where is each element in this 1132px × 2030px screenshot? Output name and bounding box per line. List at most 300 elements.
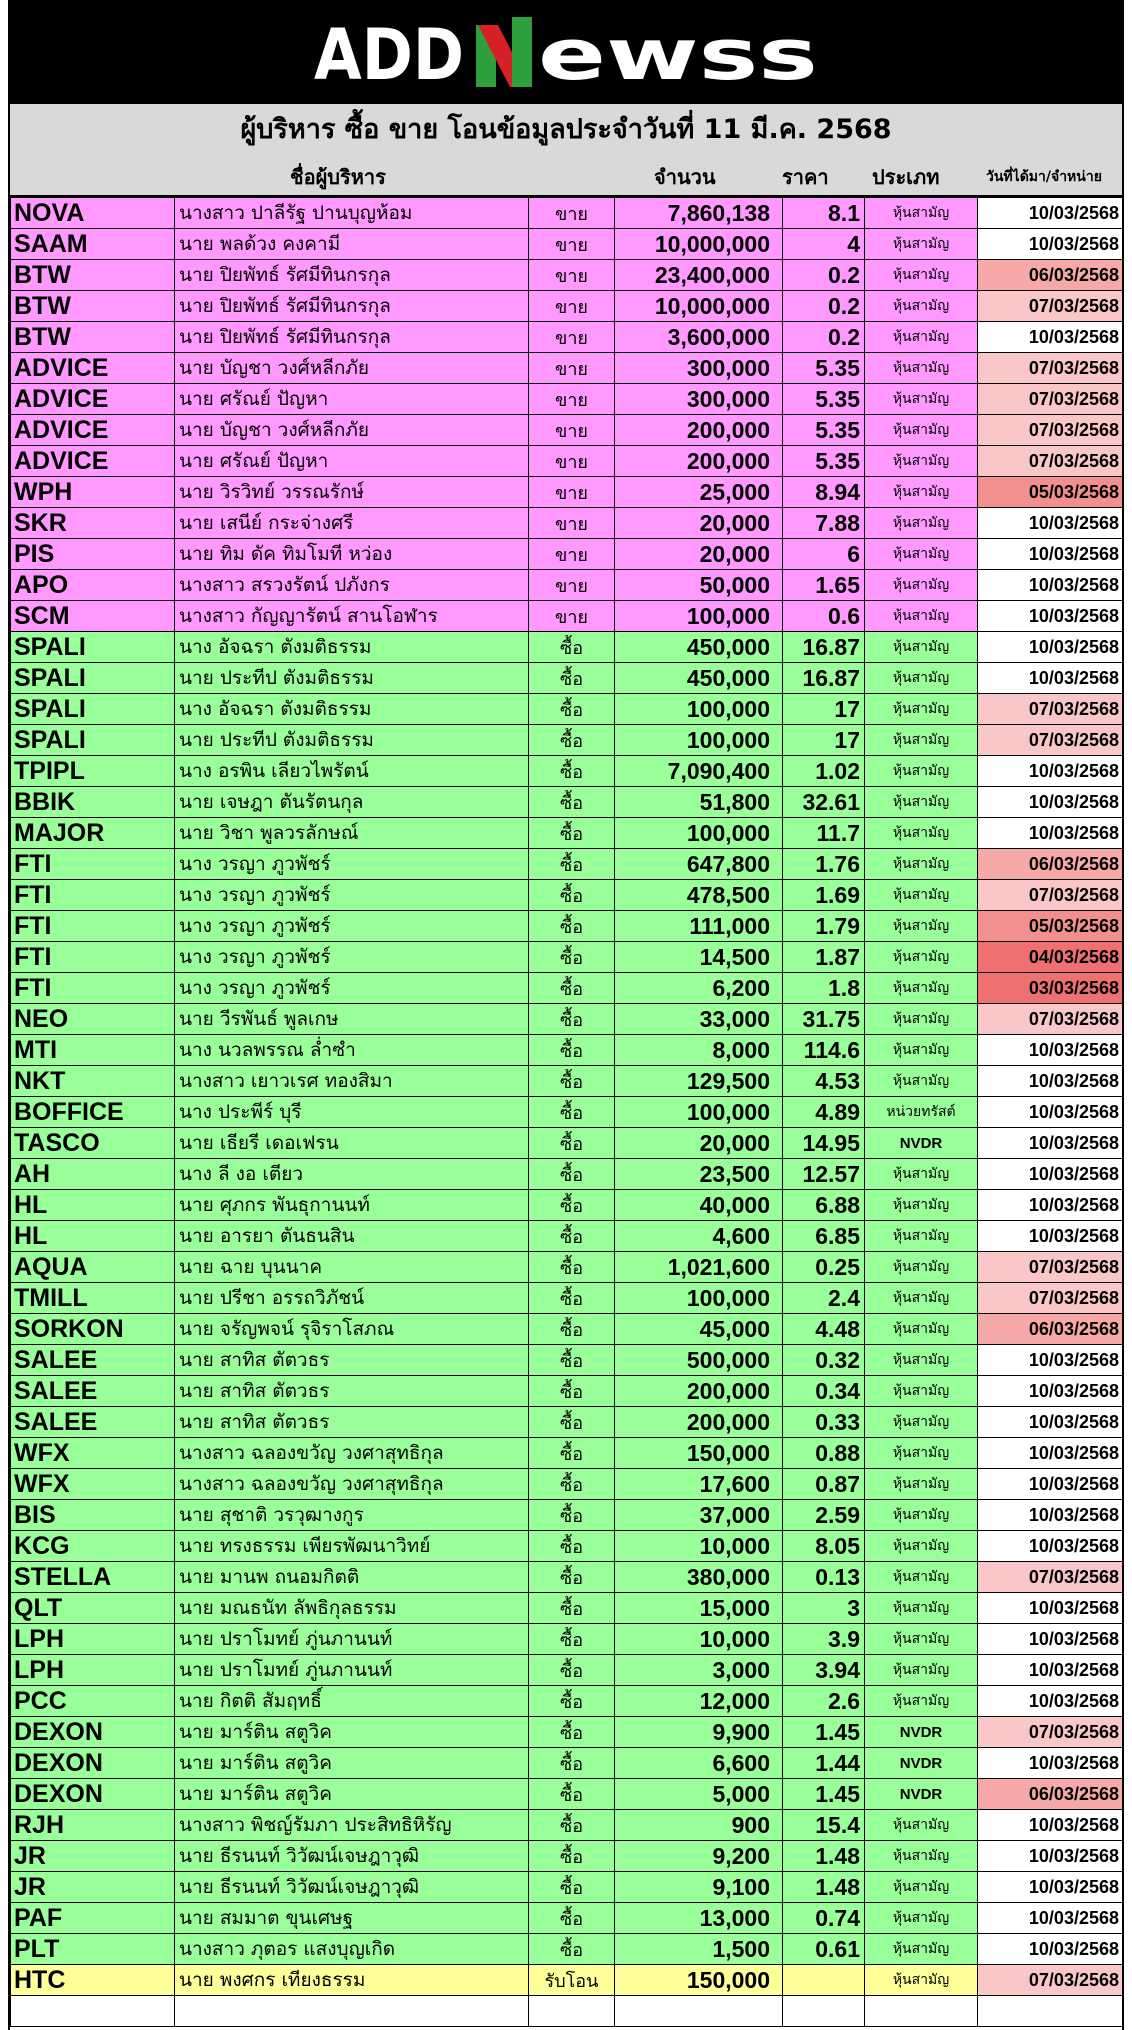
transaction-action: ซื้อ xyxy=(529,756,615,787)
executive-name: นางสาว สรวงรัตน์ ปภังกร xyxy=(175,570,529,601)
transaction-date: 10/03/2568 xyxy=(978,1407,1123,1438)
table-row xyxy=(11,1500,1123,1531)
transaction-date: 10/03/2568 xyxy=(978,570,1123,601)
security-type: หุ้นสามัญ xyxy=(865,973,978,1004)
executive-name: นางสาว ฉลองขวัญ วงศาสุทธิกุล xyxy=(175,1438,529,1469)
executive-name: นาย อารยา ตันธนสิน xyxy=(175,1221,529,1252)
table-row xyxy=(11,1190,1123,1221)
executive-name: นาย ฉาย บุนนาค xyxy=(175,1252,529,1283)
table-row xyxy=(11,384,1123,415)
transaction-action: ซื้อ xyxy=(529,1872,615,1903)
quantity-value: 100,000 xyxy=(615,1097,783,1128)
quantity-value: 100,000 xyxy=(615,1283,783,1314)
stock-symbol: PLT xyxy=(11,1934,175,1965)
transaction-date: 10/03/2568 xyxy=(978,1190,1123,1221)
stock-symbol: SORKON xyxy=(11,1314,175,1345)
table-row xyxy=(11,1438,1123,1469)
table-row xyxy=(11,1593,1123,1624)
logo-text-add: ADD xyxy=(314,13,464,96)
security-type: หุ้นสามัญ xyxy=(865,1438,978,1469)
price-value: 1.48 xyxy=(783,1872,865,1903)
stock-symbol: FTI xyxy=(11,849,175,880)
transaction-action: ซื้อ xyxy=(529,1376,615,1407)
quantity-value: 8,000 xyxy=(615,1035,783,1066)
transaction-action: ซื้อ xyxy=(529,725,615,756)
stock-symbol: TASCO xyxy=(11,1128,175,1159)
transaction-date: 10/03/2568 xyxy=(978,1128,1123,1159)
price-value: 1.87 xyxy=(783,942,865,973)
security-type: หุ้นสามัญ xyxy=(865,1221,978,1252)
table-row xyxy=(11,446,1123,477)
transaction-date: 06/03/2568 xyxy=(978,1779,1123,1810)
executive-name: นาย สมมาต ขุนเศษฐ xyxy=(175,1903,529,1934)
price-value: 12.57 xyxy=(783,1159,865,1190)
stock-symbol: NEO xyxy=(11,1004,175,1035)
stock-symbol: SALEE xyxy=(11,1345,175,1376)
security-type: หุ้นสามัญ xyxy=(865,1624,978,1655)
price-value: 0.87 xyxy=(783,1469,865,1500)
table-row xyxy=(11,1066,1123,1097)
stock-symbol: DEXON xyxy=(11,1779,175,1810)
price-value: 5.35 xyxy=(783,353,865,384)
table-row xyxy=(11,1376,1123,1407)
stock-symbol: BBIK xyxy=(11,787,175,818)
table-row xyxy=(11,1531,1123,1562)
header-banner xyxy=(10,0,1122,103)
table-row xyxy=(11,1004,1123,1035)
transaction-date: 10/03/2568 xyxy=(978,1376,1123,1407)
executive-name: นาย ปราโมทย์ ภู่นภานนท์ xyxy=(175,1624,529,1655)
price-value: 0.6 xyxy=(783,601,865,632)
security-type: หุ้นสามัญ xyxy=(865,1841,978,1872)
column-header-row xyxy=(10,153,1122,197)
stock-symbol: QLT xyxy=(11,1593,175,1624)
table-row xyxy=(11,1841,1123,1872)
table-row xyxy=(11,353,1123,384)
price-value: 4.89 xyxy=(783,1097,865,1128)
stock-symbol: TPIPL xyxy=(11,756,175,787)
stock-symbol: HL xyxy=(11,1190,175,1221)
transaction-action: ซื้อ xyxy=(529,1004,615,1035)
transaction-action: ซื้อ xyxy=(529,1779,615,1810)
empty-cell xyxy=(615,1996,783,2027)
stock-symbol: FTI xyxy=(11,973,175,1004)
transaction-action: ซื้อ xyxy=(529,1097,615,1128)
executive-name: นาย ปิยพัทธ์ รัศมีทินกรกุล xyxy=(175,291,529,322)
table-row xyxy=(11,570,1123,601)
stock-symbol: RJH xyxy=(11,1810,175,1841)
table-row xyxy=(11,1748,1123,1779)
executive-name: นาย สุชาติ วรวุฒางกูร xyxy=(175,1500,529,1531)
quantity-value: 10,000,000 xyxy=(615,291,783,322)
price-value: 0.2 xyxy=(783,260,865,291)
transaction-action: ขาย xyxy=(529,229,615,260)
stock-symbol: JR xyxy=(11,1872,175,1903)
security-type: หุ้นสามัญ xyxy=(865,415,978,446)
transaction-action: ซื้อ xyxy=(529,1252,615,1283)
price-value: 2.59 xyxy=(783,1500,865,1531)
transaction-date: 07/03/2568 xyxy=(978,1283,1123,1314)
security-type: หุ้นสามัญ xyxy=(865,1934,978,1965)
stock-symbol: HTC xyxy=(11,1965,175,1996)
table-row xyxy=(11,229,1123,260)
transaction-action: ซื้อ xyxy=(529,1593,615,1624)
quantity-value: 17,600 xyxy=(615,1469,783,1500)
quantity-value: 15,000 xyxy=(615,1593,783,1624)
quantity-value: 1,021,600 xyxy=(615,1252,783,1283)
price-value: 7.88 xyxy=(783,508,865,539)
executive-name: นาย จรัญพจน์ รุจิราโสภณ xyxy=(175,1314,529,1345)
transaction-date: 10/03/2568 xyxy=(978,818,1123,849)
transaction-date: 10/03/2568 xyxy=(978,539,1123,570)
security-type: หุ้นสามัญ xyxy=(865,1500,978,1531)
transaction-date: 10/03/2568 xyxy=(978,1221,1123,1252)
stock-symbol: LPH xyxy=(11,1655,175,1686)
stock-symbol: WFX xyxy=(11,1438,175,1469)
price-value: 0.2 xyxy=(783,291,865,322)
security-type: หุ้นสามัญ xyxy=(865,1562,978,1593)
security-type: หุ้นสามัญ xyxy=(865,260,978,291)
quantity-value: 500,000 xyxy=(615,1345,783,1376)
transaction-date: 10/03/2568 xyxy=(978,632,1123,663)
transaction-action: ขาย xyxy=(529,260,615,291)
stock-symbol: ADVICE xyxy=(11,384,175,415)
stock-symbol: FTI xyxy=(11,942,175,973)
transaction-date: 04/03/2568 xyxy=(978,942,1123,973)
transaction-date: 10/03/2568 xyxy=(978,322,1123,353)
executive-name: นาย สาทิส ตัตวธร xyxy=(175,1345,529,1376)
price-value: 1.79 xyxy=(783,911,865,942)
transaction-action: ขาย xyxy=(529,384,615,415)
stock-symbol: SPALI xyxy=(11,632,175,663)
security-type: หุ้นสามัญ xyxy=(865,291,978,322)
security-type: หุ้นสามัญ xyxy=(865,756,978,787)
table-row xyxy=(11,198,1123,229)
table-row xyxy=(11,291,1123,322)
transaction-date: 07/03/2568 xyxy=(978,694,1123,725)
price-value: 0.34 xyxy=(783,1376,865,1407)
quantity-value: 12,000 xyxy=(615,1686,783,1717)
security-type: NVDR xyxy=(865,1717,978,1748)
transaction-date: 10/03/2568 xyxy=(978,1593,1123,1624)
executive-name: นาย ศุภกร พันธุกานนท์ xyxy=(175,1190,529,1221)
logo-text-n: N xyxy=(306,6,307,8)
transaction-date: 05/03/2568 xyxy=(978,911,1123,942)
executive-name: นาย บัญชา วงศ์หลีกภัย xyxy=(175,353,529,384)
price-value: 3.94 xyxy=(783,1655,865,1686)
transaction-date: 07/03/2568 xyxy=(978,353,1123,384)
security-type: หุ้นสามัญ xyxy=(865,508,978,539)
transaction-date: 07/03/2568 xyxy=(978,1717,1123,1748)
quantity-value: 40,000 xyxy=(615,1190,783,1221)
transaction-date: 07/03/2568 xyxy=(978,446,1123,477)
quantity-value: 7,090,400 xyxy=(615,756,783,787)
header-price: ราคา xyxy=(782,165,829,189)
transaction-action: ขาย xyxy=(529,446,615,477)
stock-symbol: AH xyxy=(11,1159,175,1190)
executive-name: นาย มาร์ติน สตูวิค xyxy=(175,1779,529,1810)
price-value: 2.4 xyxy=(783,1283,865,1314)
stock-symbol: MAJOR xyxy=(11,818,175,849)
quantity-value: 100,000 xyxy=(615,725,783,756)
security-type: หุ้นสามัญ xyxy=(865,1531,978,1562)
quantity-value: 4,600 xyxy=(615,1221,783,1252)
transaction-date: 10/03/2568 xyxy=(978,1035,1123,1066)
quantity-value: 13,000 xyxy=(615,1903,783,1934)
executive-name: นาง อัจฉรา ตังมติธรรม xyxy=(175,694,529,725)
transaction-date: 10/03/2568 xyxy=(978,508,1123,539)
executive-name: นาง ลี งอ เตียว xyxy=(175,1159,529,1190)
quantity-value: 10,000 xyxy=(615,1624,783,1655)
table-row xyxy=(11,1903,1123,1934)
transaction-date: 07/03/2568 xyxy=(978,1252,1123,1283)
table-row xyxy=(11,477,1123,508)
quantity-value: 100,000 xyxy=(615,694,783,725)
transaction-action: ซื้อ xyxy=(529,818,615,849)
executive-name: นาย พลด้วง คงคามี xyxy=(175,229,529,260)
quantity-value: 23,400,000 xyxy=(615,260,783,291)
transaction-date: 06/03/2568 xyxy=(978,849,1123,880)
price-value: 17 xyxy=(783,725,865,756)
quantity-value: 3,600,000 xyxy=(615,322,783,353)
stock-symbol: BTW xyxy=(11,260,175,291)
transaction-action: ซื้อ xyxy=(529,1128,615,1159)
quantity-value: 20,000 xyxy=(615,539,783,570)
table-row xyxy=(11,1624,1123,1655)
stock-symbol: BTW xyxy=(11,322,175,353)
security-type: หุ้นสามัญ xyxy=(865,446,978,477)
executive-name: นาง วรญา ภูวพัชร์ xyxy=(175,880,529,911)
transaction-action: ซื้อ xyxy=(529,1624,615,1655)
header-quantity: จำนวน xyxy=(654,165,716,189)
security-type: หุ้นสามัญ xyxy=(865,911,978,942)
transaction-action: ขาย xyxy=(529,353,615,384)
transaction-date: 07/03/2568 xyxy=(978,1965,1123,1996)
price-value: 5.35 xyxy=(783,446,865,477)
stock-symbol: WFX xyxy=(11,1469,175,1500)
empty-cell xyxy=(865,1996,978,2027)
table-row xyxy=(11,663,1123,694)
transaction-action: ขาย xyxy=(529,415,615,446)
transaction-action: ขาย xyxy=(529,601,615,632)
transaction-action: ซื้อ xyxy=(529,1438,615,1469)
stock-symbol: ADVICE xyxy=(11,353,175,384)
price-value: 16.87 xyxy=(783,632,865,663)
quantity-value: 200,000 xyxy=(615,1376,783,1407)
security-type: หุ้นสามัญ xyxy=(865,1810,978,1841)
security-type: NVDR xyxy=(865,1128,978,1159)
executive-name: นางสาว กัญญารัตน์ สานโอฬาร xyxy=(175,601,529,632)
transaction-date: 10/03/2568 xyxy=(978,1097,1123,1128)
price-value: 6 xyxy=(783,539,865,570)
executive-name: นาย มาร์ติน สตูวิค xyxy=(175,1717,529,1748)
security-type: หุ้นสามัญ xyxy=(865,1407,978,1438)
transaction-action: ซื้อ xyxy=(529,1748,615,1779)
price-value: 1.45 xyxy=(783,1779,865,1810)
table-row xyxy=(11,322,1123,353)
price-value: 32.61 xyxy=(783,787,865,818)
executive-name: นาย ทิม ดัค ทิมโมที หว่อง xyxy=(175,539,529,570)
transaction-date: 10/03/2568 xyxy=(978,1624,1123,1655)
executive-name: นาง อัจฉรา ตังมติธรรม xyxy=(175,632,529,663)
quantity-value: 3,000 xyxy=(615,1655,783,1686)
stock-symbol: AQUA xyxy=(11,1252,175,1283)
executive-name: นาง วรญา ภูวพัชร์ xyxy=(175,942,529,973)
transaction-action: ซื้อ xyxy=(529,694,615,725)
price-value: 8.94 xyxy=(783,477,865,508)
stock-symbol: SPALI xyxy=(11,725,175,756)
security-type: หุ้นสามัญ xyxy=(865,384,978,415)
security-type: หุ้นสามัญ xyxy=(865,1283,978,1314)
transaction-date: 06/03/2568 xyxy=(978,260,1123,291)
transaction-action: ซื้อ xyxy=(529,1035,615,1066)
transaction-date: 05/03/2568 xyxy=(978,477,1123,508)
stock-symbol: TMILL xyxy=(11,1283,175,1314)
transaction-action: ซื้อ xyxy=(529,1717,615,1748)
transaction-date: 10/03/2568 xyxy=(978,1066,1123,1097)
quantity-value: 5,000 xyxy=(615,1779,783,1810)
executive-name: นาง วรญา ภูวพัชร์ xyxy=(175,849,529,880)
security-type: หุ้นสามัญ xyxy=(865,570,978,601)
transaction-date: 07/03/2568 xyxy=(978,725,1123,756)
stock-symbol: JR xyxy=(11,1841,175,1872)
quantity-value: 647,800 xyxy=(615,849,783,880)
security-type: หุ้นสามัญ xyxy=(865,1066,978,1097)
empty-cell xyxy=(783,1996,865,2027)
table-row xyxy=(11,1810,1123,1841)
table-row xyxy=(11,632,1123,663)
quantity-value: 14,500 xyxy=(615,942,783,973)
transaction-action: ซื้อ xyxy=(529,1531,615,1562)
executive-name: นาย เธียรี เดอเฟรน xyxy=(175,1128,529,1159)
price-value: 1.69 xyxy=(783,880,865,911)
stock-symbol: BIS xyxy=(11,1500,175,1531)
table-row xyxy=(11,911,1123,942)
transaction-date: 10/03/2568 xyxy=(978,756,1123,787)
table-row xyxy=(11,756,1123,787)
transaction-action: รับโอน xyxy=(529,1965,615,1996)
stock-symbol: MTI xyxy=(11,1035,175,1066)
security-type: หุ้นสามัญ xyxy=(865,818,978,849)
price-value: 2.6 xyxy=(783,1686,865,1717)
security-type: หุ้นสามัญ xyxy=(865,1376,978,1407)
quantity-value: 6,600 xyxy=(615,1748,783,1779)
table-row xyxy=(11,694,1123,725)
transaction-action: ซื้อ xyxy=(529,1934,615,1965)
price-value: 14.95 xyxy=(783,1128,865,1159)
stock-symbol: NOVA xyxy=(11,198,175,229)
quantity-value: 9,100 xyxy=(615,1872,783,1903)
security-type: หุ้นสามัญ xyxy=(865,322,978,353)
stock-symbol: WPH xyxy=(11,477,175,508)
stock-symbol: SALEE xyxy=(11,1376,175,1407)
quantity-value: 9,900 xyxy=(615,1717,783,1748)
quantity-value: 10,000 xyxy=(615,1531,783,1562)
executive-name: นาย วิรวิทย์ วรรณรักษ์ xyxy=(175,477,529,508)
security-type: หุ้นสามัญ xyxy=(865,1252,978,1283)
executive-name: นาย ศรัณย์ ปัญหา xyxy=(175,446,529,477)
executive-name: นาย ศรัณย์ ปัญหา xyxy=(175,384,529,415)
transaction-date: 10/03/2568 xyxy=(978,1810,1123,1841)
stock-symbol: ADVICE xyxy=(11,446,175,477)
quantity-value: 33,000 xyxy=(615,1004,783,1035)
executive-name: นาง นวลพรรณ ล่ำซำ xyxy=(175,1035,529,1066)
table-row xyxy=(11,1469,1123,1500)
security-type: หุ้นสามัญ xyxy=(865,1903,978,1934)
table-row xyxy=(11,1655,1123,1686)
executive-name: นาย ทรงธรรม เพียรพัฒนาวิทย์ xyxy=(175,1531,529,1562)
table-row xyxy=(11,880,1123,911)
executive-name: นาย เจษฎา ตันรัตนกุล xyxy=(175,787,529,818)
price-value: 1.45 xyxy=(783,1717,865,1748)
price-value: 5.35 xyxy=(783,415,865,446)
table-row xyxy=(11,1128,1123,1159)
transaction-date: 10/03/2568 xyxy=(978,787,1123,818)
stock-symbol: DEXON xyxy=(11,1717,175,1748)
transaction-date: 10/03/2568 xyxy=(978,663,1123,694)
header-date: วันที่ได้มา/จำหน่าย xyxy=(986,169,1102,185)
security-type: หุ้นสามัญ xyxy=(865,1593,978,1624)
table-row xyxy=(11,1314,1123,1345)
table-row xyxy=(11,1934,1123,1965)
transaction-date: 10/03/2568 xyxy=(978,1500,1123,1531)
quantity-value: 1,500 xyxy=(615,1934,783,1965)
header-name: ชื่อผู้บริหาร xyxy=(290,165,386,189)
executive-name: นาย กิตติ สัมฤทธิ์ xyxy=(175,1686,529,1717)
transaction-action: ซื้อ xyxy=(529,1903,615,1934)
security-type: NVDR xyxy=(865,1748,978,1779)
transaction-date: 10/03/2568 xyxy=(978,1872,1123,1903)
transaction-action: ขาย xyxy=(529,508,615,539)
transaction-date: 07/03/2568 xyxy=(978,291,1123,322)
price-value: 1.48 xyxy=(783,1841,865,1872)
transaction-action: ซื้อ xyxy=(529,911,615,942)
table-row xyxy=(11,1159,1123,1190)
executive-name: นาย เสนีย์ กระจ่างศรี xyxy=(175,508,529,539)
table-row xyxy=(11,1562,1123,1593)
quantity-value: 200,000 xyxy=(615,415,783,446)
quantity-value: 380,000 xyxy=(615,1562,783,1593)
executive-name: นาย วีรพันธ์ พูลเกษ xyxy=(175,1004,529,1035)
stock-symbol: NKT xyxy=(11,1066,175,1097)
transaction-action: ซื้อ xyxy=(529,1810,615,1841)
empty-cell xyxy=(175,1996,529,2027)
table-row xyxy=(11,1345,1123,1376)
transaction-action: ขาย xyxy=(529,539,615,570)
quantity-value: 450,000 xyxy=(615,632,783,663)
transaction-action: ซื้อ xyxy=(529,1500,615,1531)
security-type: หุ้นสามัญ xyxy=(865,539,978,570)
empty-cell xyxy=(978,1996,1123,2027)
quantity-value: 150,000 xyxy=(615,1965,783,1996)
logo-text-ewss: ewss xyxy=(538,13,818,96)
table-row xyxy=(11,508,1123,539)
quantity-value: 300,000 xyxy=(615,384,783,415)
stock-symbol: DEXON xyxy=(11,1748,175,1779)
quantity-value: 50,000 xyxy=(615,570,783,601)
executive-name: นาย ประทีป ตังมติธรรม xyxy=(175,663,529,694)
empty-cell xyxy=(11,1996,175,2027)
executive-name: นาย สาทิส ตัตวธร xyxy=(175,1376,529,1407)
security-type: หุ้นสามัญ xyxy=(865,694,978,725)
table-row xyxy=(11,1035,1123,1066)
security-type: หุ้นสามัญ xyxy=(865,725,978,756)
transaction-action: ซื้อ xyxy=(529,1345,615,1376)
transaction-date: 07/03/2568 xyxy=(978,384,1123,415)
price-value: 17 xyxy=(783,694,865,725)
table-row xyxy=(11,849,1123,880)
security-type: หุ้นสามัญ xyxy=(865,1655,978,1686)
